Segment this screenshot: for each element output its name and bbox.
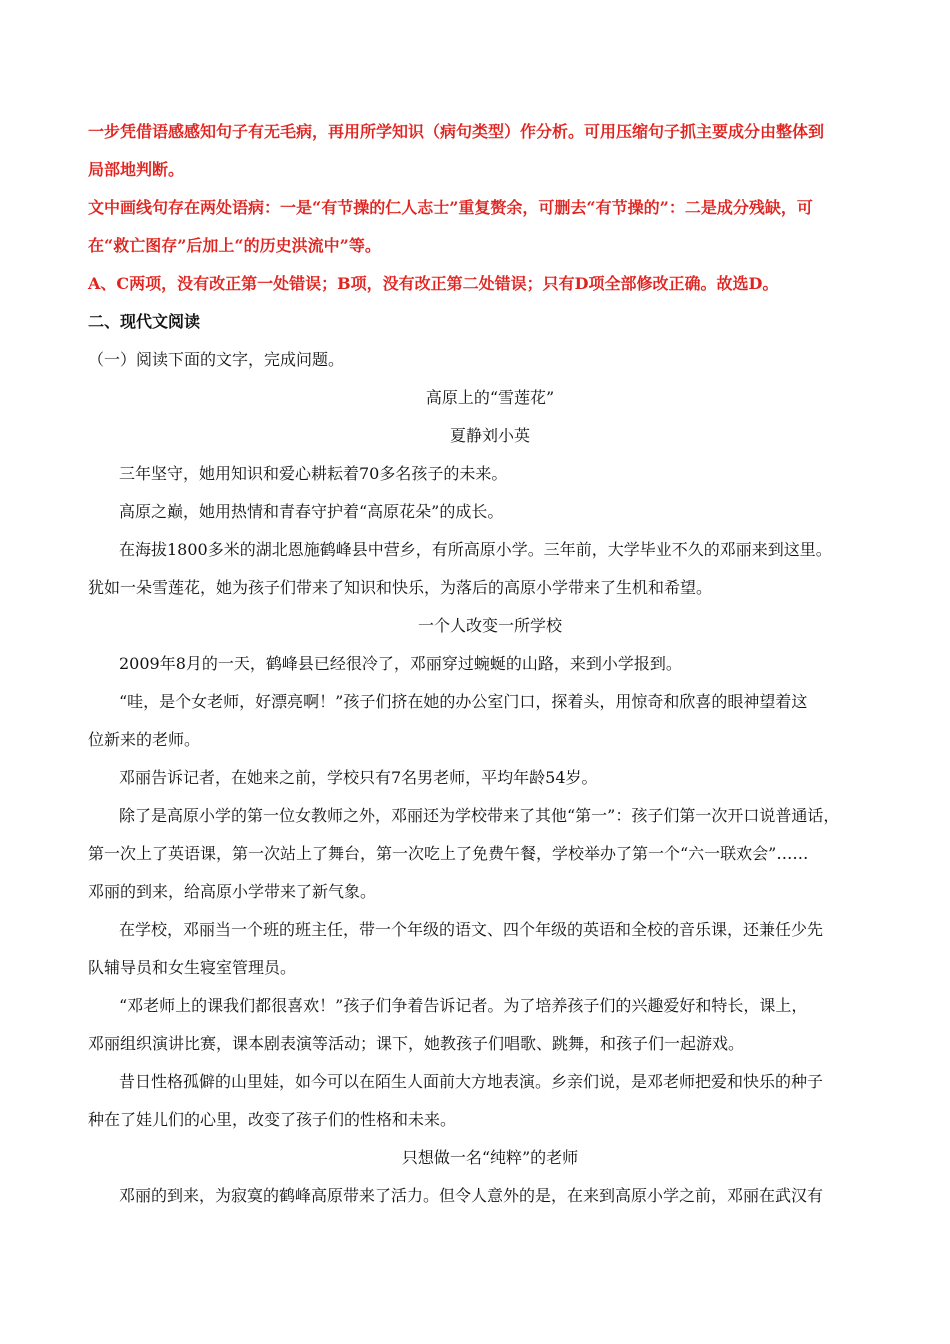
- article-line: 队辅导员和女生寝室管理员。: [88, 958, 297, 977]
- article-line: 三年坚守，她用知识和爱心耕耘着70多名孩子的未来。: [119, 464, 508, 483]
- article-line: 种在了娃儿们的心里，改变了孩子们的性格和未来。: [88, 1110, 457, 1129]
- article-line: 2009年8月的一天，鹤峰县已经很冷了，邓丽穿过蜿蜒的山路，来到小学报到。: [119, 654, 682, 673]
- article-subheading: 只想做一名“纯粹”的老师: [401, 1148, 579, 1167]
- section-heading: 二、现代文阅读: [88, 312, 201, 331]
- article-line: 邓丽告诉记者，在她来之前，学校只有7名男老师，平均年龄54岁。: [119, 768, 598, 787]
- article-line: “哇，是个女老师，好漂亮啊！”孩子们挤在她的办公室门口，探着头，用惊奇和欣喜的眼神望着这: [119, 692, 808, 711]
- article-line: 高原之巅，她用热情和青春守护着“高原花朵”的成长。: [119, 502, 504, 521]
- analysis-line-2: 局部地判断。: [88, 160, 185, 179]
- section-instruction: （一）阅读下面的文字，完成问题。: [88, 350, 345, 369]
- article-line: “邓老师上的课我们都很喜欢！”孩子们争着告诉记者。为了培养孩子们的兴趣爱好和特长，课上，: [119, 996, 808, 1015]
- article-line: 位新来的老师。: [88, 730, 201, 749]
- analysis-line-4: 在“救亡图存”后加上“的历史洪流中”等。: [88, 236, 381, 255]
- article-line: 犹如一朵雪莲花，她为孩子们带来了知识和快乐，为落后的高原小学带来了生机和希望。: [88, 578, 713, 597]
- article-authors: 夏静刘小英: [449, 426, 530, 445]
- analysis-line-1: 一步凭借语感感知句子有无毛病，再用所学知识（病句类型）作分析。可用压缩句子抓主要成分由整体到: [88, 122, 825, 141]
- article-line: 邓丽的到来，给高原小学带来了新气象。: [88, 882, 377, 901]
- article-line: 在海拔1800多米的湖北恩施鹤峰县中营乡，有所高原小学。三年前，大学毕业不久的邓丽来到这里。: [119, 540, 832, 559]
- article-line: 邓丽组织演讲比赛，课本剧表演等活动；课下，她教孩子们唱歌、跳舞，和孩子们一起游戏。: [88, 1034, 745, 1053]
- article-line: 在学校，邓丽当一个班的班主任，带一个年级的语文、四个年级的英语和全校的音乐课，还兼任少先: [119, 920, 824, 939]
- analysis-line-3: 文中画线句存在两处语病：一是“有节操的仁人志士”重复赘余，可删去“有节操的”：二是成分残缺，可: [88, 198, 813, 217]
- analysis-line-5: A、C两项，没有改正第一处错误；B项，没有改正第二处错误；只有D项全部修改正确。故选D。: [88, 274, 779, 293]
- article-title: 高原上的“雪莲花”: [425, 388, 555, 407]
- article-subheading: 一个人改变一所学校: [417, 616, 562, 635]
- article-line: 第一次上了英语课，第一次站上了舞台，第一次吃上了免费午餐，学校举办了第一个“六一联欢会”……: [88, 844, 809, 863]
- article-line: 除了是高原小学的第一位女教师之外，邓丽还为学校带来了其他“第一”：孩子们第一次开口说普通话，: [119, 806, 840, 825]
- article-line: 邓丽的到来，为寂寞的鹤峰高原带来了活力。但令人意外的是，在来到高原小学之前，邓丽在武汉有: [119, 1186, 824, 1205]
- article-line: 昔日性格孤僻的山里娃，如今可以在陌生人面前大方地表演。乡亲们说，是邓老师把爱和快乐的种子: [119, 1072, 824, 1091]
